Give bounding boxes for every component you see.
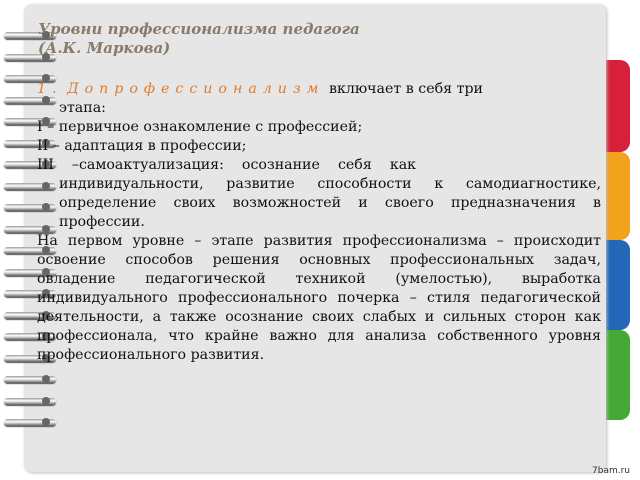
title-line-2: (А.К. Маркова) [38,39,171,57]
binding-ring [4,374,56,385]
slide-body [37,80,601,365]
binding-ring [4,396,56,407]
item-1-rest: включает в себя три [324,81,484,97]
stage-2: II – адаптация в профессии; [37,138,247,154]
source-watermark: 7bam.ru [592,466,630,476]
stage-3-description: индивидуальности, развитие способности к самодиагностике, определение своих возможностей и своего предназначения в профессии. [59,176,601,230]
main-paragraph: На первом уровне – этапе развития профессионализма – происходит освоение способов решения основных профессиональных задач, овладение педагогической техникой (умелостью), выработка индивидуального профессионального почерка – стиля педагогической деятельности, а также осознание своих слабых и сильных сторон как профессионала, что крайне важно для анализа собственного уровня профессионального развития. [37,233,601,363]
item-1 [37,80,601,99]
binding-ring [4,417,56,428]
stage-3-line-1: III –самоактуализация: осознание себя как [37,157,417,173]
title-line-1: Уровни профессионализма педагога [38,20,360,38]
item-1-term: Допрофессионализм [67,81,325,97]
item-1-number: 1. [37,81,63,97]
stage-1: I – первичное ознакомление с профессией; [37,119,363,135]
slide-title [38,20,398,58]
item-1-continuation: этапа: [59,100,106,116]
